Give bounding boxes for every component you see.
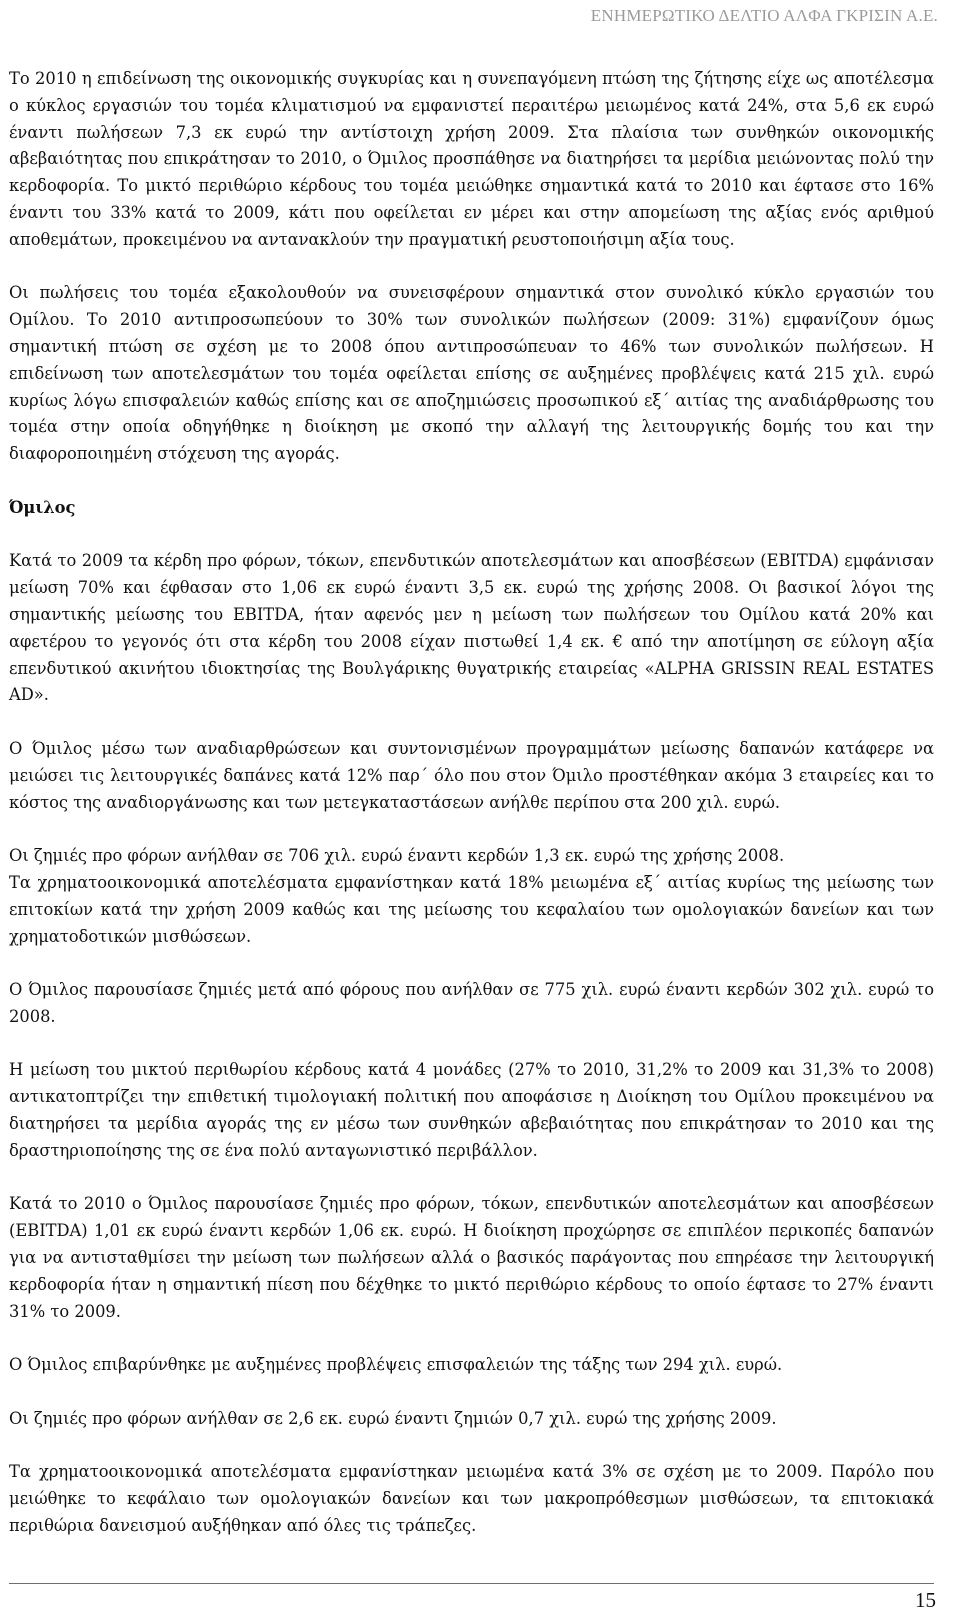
paragraph-pretax-losses-2010: Οι ζημιές προ φόρων ανήλθαν σε 2,6 εκ. ευρώ έναντι ζημιών 0,7 χιλ. ευρώ της χρήσης 2009. [9,1408,777,1428]
paragraph-pretax-losses-2009: Οι ζημιές προ φόρων ανήλθαν σε 706 χιλ. ευρώ έναντι κερδών 1,3 εκ. ευρώ της χρήσης 2008. [9,846,785,866]
document-header-title: ΕΝΗΜΕΡΩΤΙΚΟ ΔΕΛΤΙΟ ΑΛΦΑ ΓΚΡΙΣΙΝ Α.Ε. [590,6,938,25]
paragraph-after-tax-losses: Ο Όμιλος παρουσίασε ζημιές μετά από φόρους που ανήλθαν σε 775 χιλ. ευρώ έναντι κερδών 302 χιλ. ευρώ το 2008. [9,980,934,1026]
paragraph-gross-margin: Η μείωση του μικτού περιθωρίου κέρδους κατά 4 μονάδες (27% το 2010, 31,2% το 2009 και 31,3% το 2008) αντικατοπτρίζει την επιθετική τιμολογιακή πολιτική που αποφάσισε η Διοίκηση του Ομίλου προκειμένου να διατηρήσει τα μερίδια αγοράς της εν μέσω των συνθηκών αβεβαιότητας που επικράτησαν το 2010 και της δραστηριοποίησης της σε ένα πολύ ανταγωνιστικό περιβάλλον. [9,1060,934,1160]
paragraph-financial-results-2009: Τα χρηματοοικονομικά αποτελέσματα εμφανίστηκαν κατά 18% μειωμένα εξ΄ αιτίας κυρίως της μείωσης των επιτοκίων κατά την χρήση 2009 καθώς και της μείωσης του κεφαλαίου των ομολογιακών δανείων και των χρηματοδοτικών μισθώσεων. [9,872,934,946]
paragraph-sector-sales-contribution: Οι πωλήσεις του τομέα εξακολουθούν να συνεισφέρουν σημαντικά στον συνολικό κύκλο εργασιών του Ομίλου. Το 2010 αντιπροσωπεύουν το 30% των συνολικών πωλήσεων (2009: 31%) εμφανίζουν όμως σημαντική πτώση σε σχέση με το 2008 όπου αντιπροσώπευαν το 46% των συνολικών πωλήσεων. Η επιδείνωση των αποτελεσμάτων του τομέα οφείλεται επίσης σε αυξημένες προβλέψεις κατά 215 χιλ. ευρώ κυρίως λόγω επισφαλειών καθώς επίσης και σε αποζημιώσεις προσωπικού εξ΄ αιτίας της αναδιάρθρωσης του τομέα στην οποία οδηγήθηκε η διοίκηση με σκοπό την αλλαγή της λειτουργικής δομής του και την διαφοροποιημένη στόχευση της αγοράς. [9,283,934,464]
section-heading-group: Όμιλος [9,497,76,517]
paragraph-bad-debt-provisions: Ο Όμιλος επιβαρύνθηκε με αυξημένες προβλέψεις επισφαλειών της τάξης των 294 χιλ. ευρώ. [9,1355,783,1375]
paragraph-ebitda-2010: Κατά το 2010 ο Όμιλος παρουσίασε ζημιές προ φόρων, τόκων, επενδυτικών αποτελεσμάτων και αποσβέσεων (EBITDA) 1,01 εκ ευρώ έναντι κερδών 1,06 εκ. ευρώ. Η διοίκηση προχώρησε σε επιπλέον περικοπές δαπανών για να αντισταθμίσει την μείωση των πωλήσεων αλλά ο βασικός παράγοντας που επηρέασε την λειτουργική κερδοφορία ήταν η σημαντική πίεση που δέχθηκε το μικτό περιθώριο κέρδους το οποίο έφτασε το 27% έναντι 31% το 2009. [9,1194,934,1321]
footer-divider [9,1583,934,1584]
document-body [9,66,934,1540]
paragraph-cost-reduction: Ο Όμιλος μέσω των αναδιαρθρώσεων και συντονισμένων προγραμμάτων μείωσης δαπανών κατάφερε να μειώσει τις λειτουργικές δαπάνες κατά 12% παρ΄ όλο που στον Όμιλο προστέθηκαν ακόμα 3 εταιρείες και το κόστος της αναδιοργάνωσης και των μετεγκαταστάσεων ανήλθε περίπου στα 200 χιλ. ευρώ. [9,738,934,812]
paragraph-ebitda-2009: Κατά το 2009 τα κέρδη προ φόρων, τόκων, επενδυτικών αποτελεσμάτων και αποσβέσεων (EBITDA) εμφάνισαν μείωση 70% και έφθασαν στο 1,06 εκ ευρώ έναντι 3,5 εκ. ευρώ της χρήσης 2008. Οι βασικοί λόγοι της σημαντικής μείωσης του EBITDA, ήταν αφενός μεν η μείωση των πωλήσεων του Ομίλου κατά 20% και αφετέρου το γεγονός ότι στα κέρδη του 2008 είχαν πιστωθεί 1,4 εκ. € από την αποτίμηση σε εύλογη αξία επενδυτικού ακινήτου ιδιοκτησίας της Βουλγάρικης θυγατρικής εταιρείας «ALPHA GRISSIN REAL ESTATES AD». [9,551,934,705]
page-number: 15 [915,1588,936,1612]
paragraph-air-conditioning-sector: Το 2010 η επιδείνωση της οικονομικής συγκυρίας και η συνεπαγόμενη πτώση της ζήτησης είχε ως αποτέλεσμα ο κύκλος εργασιών του τομέα κλιματισμού να εμφανιστεί περαιτέρω μειωμένος κατά 24%, στα 5,6 εκ ευρώ έναντι πωλήσεων 7,3 εκ ευρώ την αντίστοιχη χρήση 2009. Στα πλαίσια των συνθηκών οικονομικής αβεβαιότητας που επικράτησαν το 2010, ο Όμιλος προσπάθησε να διατηρήσει τα μερίδια μειώνοντας πολύ την κερδοφορία. Το μικτό περιθώριο κέρδους του τομέα μειώθηκε σημαντικά κατά το 2010 και έφτασε στο 16% έναντι του 33% κατά το 2009, κάτι που οφείλεται εν μέρει και στην απομείωση της αξίας ενός αριθμού αποθεμάτων, προκειμένου να αντανακλούν την πραγματική ρευστοποιήσιμη αξία τους. [9,69,934,249]
paragraph-financial-results-2010: Τα χρηματοοικονομικά αποτελέσματα εμφανίστηκαν μειωμένα κατά 3% σε σχέση με το 2009. Παρόλο που μειώθηκε το κεφάλαιο των ομολογιακών δανείων και των μακροπρόθεσμων μισθώσεων, τα επιτοκιακά περιθώρια δανεισμού αυξήθηκαν από όλες τις τράπεζες. [9,1462,934,1536]
